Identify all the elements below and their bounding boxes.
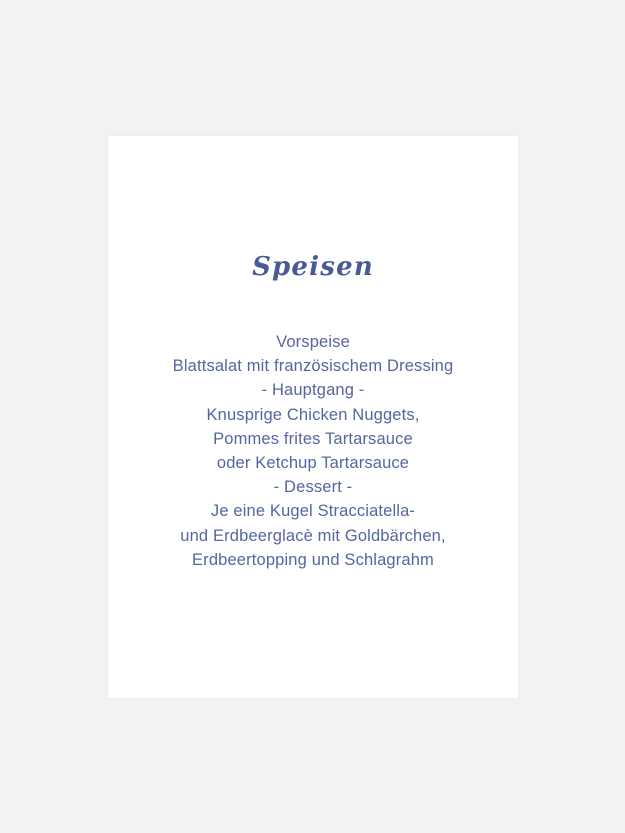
menu-line: Pommes frites Tartarsauce [213,429,413,448]
menu-line: und Erdbeerglacè mit Goldbärchen, [180,526,446,545]
menu-line: Erdbeertopping und Schlagrahm [192,550,434,569]
menu-title: Speisen [252,252,374,282]
menu-body [108,330,518,572]
menu-line: Blattsalat mit französischem Dressing [172,357,454,376]
menu-line: - Dessert - [273,478,353,497]
menu-line: Vorspeise [276,333,350,351]
menu-line: Je eine Kugel Stracciatella- [210,502,416,521]
menu-card [108,136,518,698]
menu-card-content [108,136,518,698]
menu-line: Knusprige Chicken Nuggets, [206,405,420,424]
menu-line: - Hauptgang - [261,381,365,400]
menu-line: oder Ketchup Tartarsauce [216,454,410,473]
